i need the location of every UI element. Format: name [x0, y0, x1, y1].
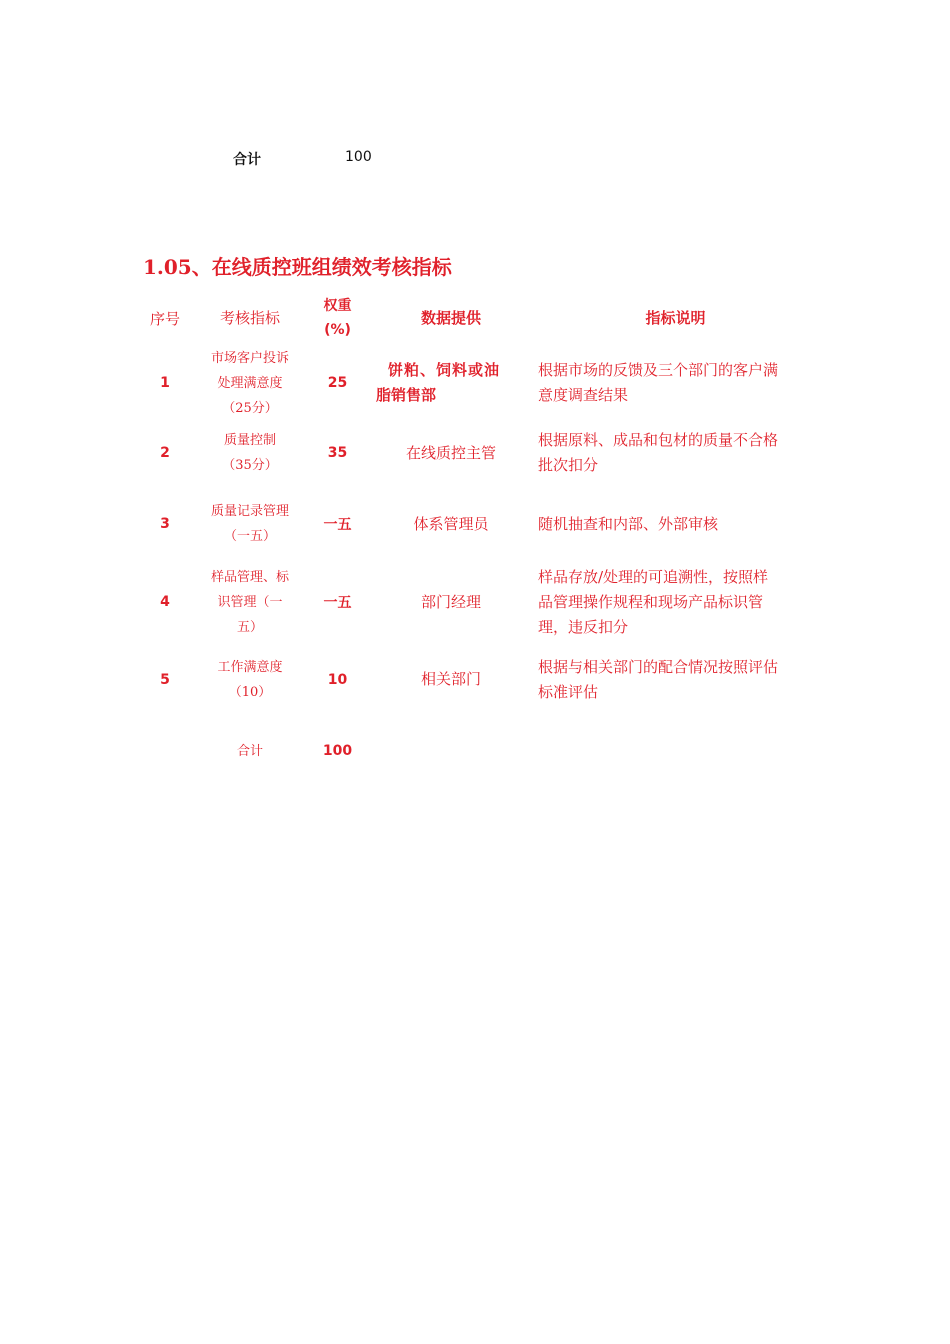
indicator-line: 识管理（一: [217, 594, 283, 610]
row-indicator: [200, 494, 300, 554]
table-row: [140, 652, 820, 707]
description-line: 根据原料、成品和包材的质量不合格: [538, 431, 779, 449]
row-source: 在线质控主管: [405, 443, 496, 462]
row-description: [538, 563, 813, 641]
row-source: 体系管理员: [413, 514, 489, 533]
row-description: [538, 344, 813, 422]
indicator-line: 质量控制: [223, 433, 276, 448]
table-row: [140, 494, 820, 554]
total-label: 合计: [233, 152, 261, 168]
row-description: [538, 652, 813, 707]
row-weight: 一五: [323, 595, 352, 611]
indicator-line: （25分）: [222, 400, 278, 416]
row-no: 2: [160, 445, 170, 461]
row-weight: 35: [327, 445, 348, 461]
table-row: [140, 344, 820, 422]
section-title: 1.05、在线质控班组绩效考核指标: [143, 255, 452, 279]
row-source: 相关部门: [420, 670, 481, 688]
row-no: 5: [160, 671, 170, 688]
description-line: 品管理操作规程和现场产品标识管: [538, 592, 764, 611]
indicator-line: 样品管理、标: [210, 569, 289, 585]
header-no: 序号: [149, 309, 180, 328]
previous-table-total-row: [0, 146, 950, 170]
indicator-line: 工作满意度: [217, 659, 283, 675]
header-indicator: 考核指标: [219, 308, 280, 327]
table-row: [140, 422, 820, 484]
row-source: 部门经理: [420, 592, 481, 611]
description-line: 理，违反扣分: [538, 617, 629, 636]
row-weight: 一五: [323, 517, 352, 533]
description-line: 根据与相关部门的配合情况按照评估: [538, 657, 779, 676]
indicator-line: 市场客户投诉: [210, 350, 289, 366]
header-weight: [310, 292, 365, 344]
row-description: 随机抽查和内部、外部审核: [538, 514, 719, 533]
row-description: [538, 422, 813, 484]
total-value: 100: [322, 743, 353, 759]
row-source: [376, 344, 526, 422]
header-weight-line2: (%): [324, 322, 351, 338]
header-weight-line1: 权重: [323, 298, 352, 314]
source-line: 饼粕、饲料或油: [388, 361, 501, 379]
description-line: 标准评估: [538, 682, 599, 701]
header-description: 指标说明: [645, 308, 706, 327]
total-label: 合计: [236, 743, 263, 759]
row-indicator: [200, 344, 300, 422]
description-line: 样品存放/处理的可追溯性，按照样: [538, 567, 769, 586]
table-header-row: [140, 292, 820, 344]
indicator-line: 质量记录管理: [210, 504, 289, 519]
indicator-line: 处理满意度: [217, 375, 283, 391]
description-line: 根据市场的反馈及三个部门的客户满: [538, 361, 779, 379]
table-total-row: [140, 737, 820, 765]
row-no: 3: [160, 516, 170, 532]
description-line: 批次扣分: [538, 456, 599, 474]
row-weight: 25: [327, 375, 348, 391]
row-indicator: [200, 563, 300, 641]
row-no: 4: [160, 594, 170, 610]
indicator-line: 五）: [236, 619, 263, 635]
row-indicator: [200, 422, 300, 484]
description-line: 意度调查结果: [538, 386, 629, 404]
row-weight: 10: [327, 671, 348, 688]
table-row: [140, 563, 820, 641]
indicator-line: （一五）: [223, 529, 276, 544]
total-value: 100: [345, 149, 372, 165]
row-no: 1: [160, 375, 170, 391]
row-indicator: [200, 652, 300, 707]
header-source: 数据提供: [420, 308, 481, 327]
source-line: 脂销售部: [376, 386, 437, 404]
indicator-line: （10）: [228, 684, 272, 700]
indicator-line: （35分）: [222, 458, 278, 473]
